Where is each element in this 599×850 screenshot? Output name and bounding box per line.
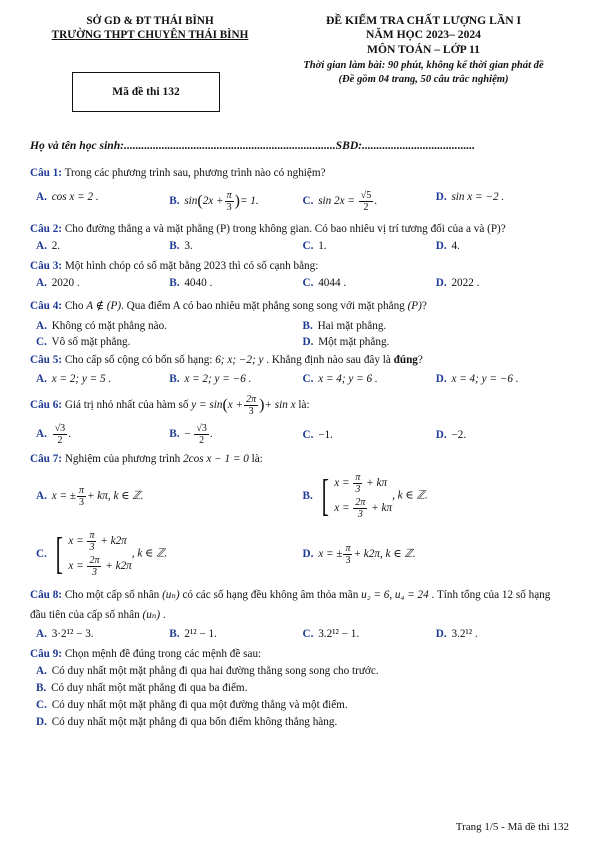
option-c: C. 1. xyxy=(302,240,327,252)
option-c: C. Có duy nhất một mặt phẳng đi qua một đường thẳng và một điểm. xyxy=(36,699,348,712)
exam-header xyxy=(30,14,569,114)
question-6: Câu 6: Giá trị nhỏ nhất của hàm số y = sin(x + $\frac{2\pi}{3}$ )+ sin x là: A. $\frac{√3}{2}$ . B. − $\frac{√3}{2}$ . C. −1. D. −2. xyxy=(30,394,569,446)
subject: MÔN TOÁN – LỚP 11 xyxy=(367,42,480,56)
option-c: C. 4044 . xyxy=(302,277,347,289)
option-c: C. 3.2¹² − 1. xyxy=(302,628,360,641)
option-d: D. sin x = −2 . xyxy=(435,191,505,203)
question-1 xyxy=(30,166,569,213)
option-a: A. Có duy nhất một mặt phẳng đi qua hai đường thẳng song song cho trước. xyxy=(36,665,379,678)
time-note: Thời gian làm bài: 90 phút, không kể thời gian phát đề xyxy=(303,60,544,72)
option-c: C. x = 4; y = 6 . xyxy=(302,373,378,385)
option-c: C. sin 2x = $\frac{√5}{2}$ . xyxy=(302,190,378,213)
option-c: C. −1. xyxy=(302,429,333,441)
option-b: B. x = 2; y = −6 . xyxy=(169,373,252,385)
student-info-line: Họ và tên học sinh:.........................................................................SBD:....................................... xyxy=(30,139,476,152)
questions xyxy=(30,160,569,729)
option-b: B. 2¹² − 1. xyxy=(169,628,217,641)
option-c: C. Vô số mặt phẳng. xyxy=(36,336,131,348)
option-b: B. [ x = $\frac{\pi}{3}$ + kπ x = $\frac{2\pi}{3}$ + kπ , k ∈ ℤ. xyxy=(302,471,428,520)
question-number: Câu 1: xyxy=(30,167,63,179)
question-7: Câu 7: Nghiệm của phương trình 2cos x − 1 = 0 là: A. x = ± $\frac{\pi}{3}$ + kπ, k ∈ ℤ. B. [ x = $\frac{\pi}{3}$ + kπ x = $\frac{2\pi}{3}$ + kπ , k ∈ ℤ. C. [ x = $\frac{\pi}{3}$ + k2π x = $\frac{2\pi}{3}$ + k2π , k ∈ ℤ. D. x = ± $\frac{\pi}{3}$ + k2π, k ∈ ℤ. xyxy=(30,452,569,580)
exam-title: ĐỀ KIỂM TRA CHẤT LƯỢNG LẦN I xyxy=(326,14,521,27)
exam-code-box: Mã đề thi 132 xyxy=(72,72,220,112)
question-4: Câu 4: Cho A ∉ (P). Qua điểm A có bao nhiêu mặt phẳng song song với mặt phẳng (P)? A. Không có mặt phẳng nào. B. Hai mặt phẳng. C. Vô số mặt phẳng. D. Một mặt phẳng. xyxy=(30,299,569,351)
option-b: B. 3. xyxy=(169,240,193,252)
question-3: Câu 3: Một hình chóp có số mặt bằng 2023 thì có số cạnh bằng: A. 2020 . B. 4040 . C. 4044 . D. 2022 . xyxy=(30,259,569,290)
option-d: D. Có duy nhất một mặt phẳng đi qua bốn điểm không thẳng hàng. xyxy=(36,716,338,729)
school-name: TRƯỜNG THPT CHUYÊN THÁI BÌNH xyxy=(51,29,249,41)
page-footer: Trang 1/5 - Mã đề thi 132 xyxy=(455,821,569,833)
option-d: D. 4. xyxy=(435,240,460,252)
option-a: A. 2020 . xyxy=(36,277,80,289)
option-a: A. 3·2¹² − 3. xyxy=(36,628,94,641)
exam-info-block xyxy=(278,14,569,86)
option-b: B. − $\frac{√3}{2}$ . xyxy=(169,423,213,446)
option-b: B. sin(2x + $\frac{\pi}{3}$ )= 1. xyxy=(169,190,259,213)
option-a: A. x = ± $\frac{\pi}{3}$ + kπ, k ∈ ℤ. xyxy=(36,484,144,508)
question-8: Câu 8: Cho một cấp số nhân (uₙ) có các số hạng đều không âm thỏa mãn u₂ = 6, u₄ = 24 . Tính tổng của 12 số hạng đầu tiên của cấp số nhân (uₙ) . A. 3·2¹² − 3. B. 2¹² − 1. C. 3.2¹² − 1. D. 3.2¹² . xyxy=(30,586,569,641)
option-a: A. Không có mặt phẳng nào. xyxy=(36,320,167,332)
option-b: B. Có duy nhất một mặt phẳng đi qua ba điểm. xyxy=(36,682,248,695)
option-b: B. 4040 . xyxy=(169,277,213,289)
option-d: D. Một mặt phẳng. xyxy=(302,336,390,348)
school-block xyxy=(30,14,270,42)
option-a: A. x = 2; y = 5 . xyxy=(36,373,112,385)
option-c: C. [ x = $\frac{\pi}{3}$ + k2π x = $\frac{2\pi}{3}$ + k2π , k ∈ ℤ. xyxy=(36,529,168,578)
question-5: Câu 5: Cho cấp số cộng có bốn số hạng: 6; x; −2; y . Khẳng định nào sau đây là đúng? A. x = 2; y = 5 . B. x = 2; y = −6 . C. x = 4; y = 6 . D. x = 4; y = −6 . xyxy=(30,353,569,386)
question-text: Trong các phương trình sau, phương trình nào có nghiệm? xyxy=(62,167,326,179)
option-b: B. Hai mặt phẳng. xyxy=(302,320,387,332)
department-name: SỞ GD & ĐT THÁI BÌNH xyxy=(86,15,214,27)
pages-note: (Đề gồm 04 trang, 50 câu trắc nghiệm) xyxy=(338,73,509,85)
question-9: Câu 9: Chọn mệnh đề đúng trong các mệnh đề sau: A. Có duy nhất một mặt phẳng đi qua hai đường thẳng song song cho trước. B. Có duy nhất một mặt phẳng đi qua ba điểm. C. Có duy nhất một mặt phẳng đi qua một đường thẳng và một điểm. D. Có duy nhất một mặt phẳng đi qua bốn điểm không thẳng hàng. xyxy=(30,647,569,729)
option-d: D. −2. xyxy=(435,429,467,441)
option-d: D. x = ± $\frac{\pi}{3}$ + k2π, k ∈ ℤ. xyxy=(302,542,416,566)
option-d: D. 3.2¹² . xyxy=(435,628,478,641)
option-d: D. 2022 . xyxy=(435,277,480,289)
option-a: A. $\frac{√3}{2}$ . xyxy=(36,423,71,446)
option-a: A. cos x = 2 . xyxy=(36,191,99,203)
school-year: NĂM HỌC 2023– 2024 xyxy=(366,28,481,42)
option-a: A. 2. xyxy=(36,240,61,252)
option-d: D. x = 4; y = −6 . xyxy=(435,373,519,385)
question-2: Câu 2: Cho đường thẳng a và mặt phẳng (P) trong không gian. Có bao nhiêu vị trí tương đối của a và (P)? A. 2. B. 3. C. 1. D. 4. xyxy=(30,222,569,253)
